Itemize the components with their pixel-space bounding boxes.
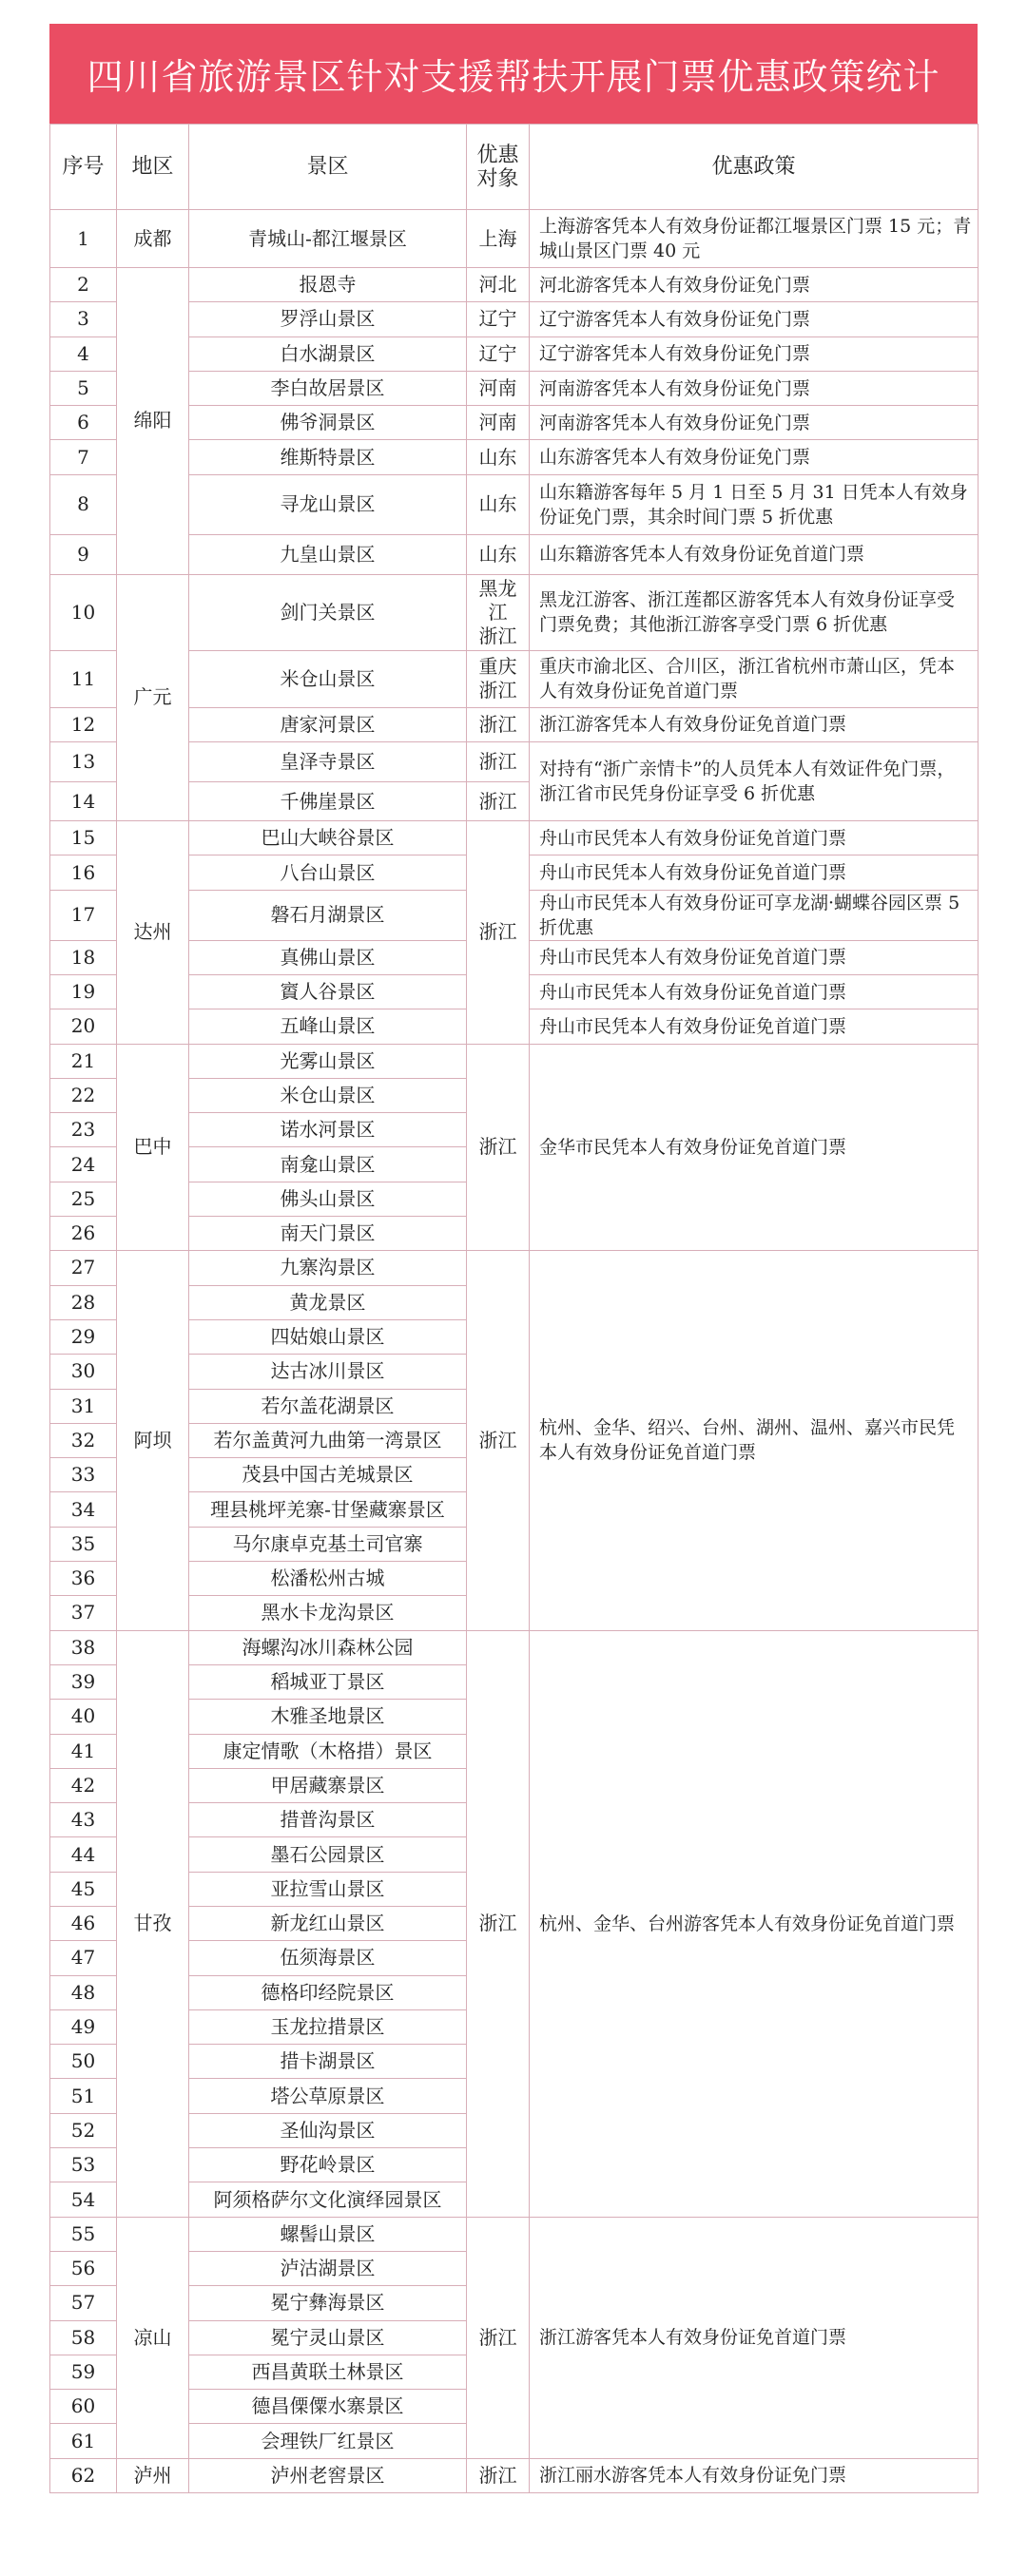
scenic-spot-cell: 若尔盖黄河九曲第一湾景区 — [189, 1423, 467, 1457]
scenic-spot-cell: 九皇山景区 — [189, 534, 467, 574]
scenic-spot-cell: 阿须格萨尔文化演绎园景区 — [189, 2182, 467, 2217]
scenic-spot-cell: 若尔盖花湖景区 — [189, 1389, 467, 1423]
policy-cell: 黑龙江游客、浙江莲都区游客凭本人有效身份证享受门票免费；其他浙江游客享受门票 6 折优惠 — [530, 574, 979, 650]
row-number: 1 — [50, 210, 117, 268]
scenic-spot-cell: 磐石月湖景区 — [189, 890, 467, 940]
scenic-spot-cell: 西昌黄联土林景区 — [189, 2355, 467, 2389]
target-cell: 浙江 — [467, 782, 530, 821]
scenic-spot-cell: 罗浮山景区 — [189, 302, 467, 336]
scenic-spot-cell: 剑门关景区 — [189, 574, 467, 650]
row-number: 48 — [50, 1975, 117, 2009]
row-number: 47 — [50, 1941, 117, 1975]
row-number: 6 — [50, 406, 117, 440]
header-spot: 景区 — [189, 125, 467, 210]
table-row — [50, 474, 979, 534]
row-number: 59 — [50, 2355, 117, 2389]
row-number: 16 — [50, 855, 117, 890]
scenic-spot-cell: 维斯特景区 — [189, 440, 467, 474]
scenic-spot-cell: 寻龙山景区 — [189, 474, 467, 534]
scenic-spot-cell: 四姑娘山景区 — [189, 1319, 467, 1354]
row-number: 61 — [50, 2424, 117, 2458]
row-number: 15 — [50, 821, 117, 855]
scenic-spot-cell: 賨人谷景区 — [189, 974, 467, 1009]
header-policy: 优惠政策 — [530, 125, 979, 210]
row-number: 60 — [50, 2390, 117, 2424]
table-row — [50, 302, 979, 336]
row-number: 37 — [50, 1596, 117, 1630]
header-region: 地区 — [117, 125, 189, 210]
scenic-spot-cell: 青城山-都江堰景区 — [189, 210, 467, 268]
scenic-spot-cell: 会理铁厂红景区 — [189, 2424, 467, 2458]
scenic-spot-cell: 泸州老窖景区 — [189, 2458, 467, 2492]
target-cell: 山东 — [467, 440, 530, 474]
policy-cell: 浙江游客凭本人有效身份证免首道门票 — [530, 707, 979, 741]
table-row — [50, 1251, 979, 1285]
region-cell: 泸州 — [117, 2458, 189, 2492]
table-row — [50, 534, 979, 574]
target-cell: 黑龙 江 浙江 — [467, 574, 530, 650]
row-number: 36 — [50, 1562, 117, 1596]
row-number: 23 — [50, 1113, 117, 1147]
table-row — [50, 440, 979, 474]
region-cell: 广元 — [117, 574, 189, 820]
row-number: 42 — [50, 1768, 117, 1802]
row-number: 52 — [50, 2113, 117, 2147]
scenic-spot-cell: 李白故居景区 — [189, 371, 467, 405]
scenic-spot-cell: 野花岭景区 — [189, 2148, 467, 2182]
row-number: 46 — [50, 1906, 117, 1940]
table-row — [50, 2217, 979, 2251]
policy-cell: 金华市民凭本人有效身份证免首道门票 — [530, 1044, 979, 1251]
row-number: 9 — [50, 534, 117, 574]
row-number: 49 — [50, 2009, 117, 2044]
scenic-spot-cell: 南龛山景区 — [189, 1147, 467, 1182]
policy-cell: 河南游客凭本人有效身份证免门票 — [530, 371, 979, 405]
scenic-spot-cell: 米仓山景区 — [189, 650, 467, 707]
scenic-spot-cell: 八台山景区 — [189, 855, 467, 890]
row-number: 8 — [50, 474, 117, 534]
row-number: 11 — [50, 650, 117, 707]
row-number: 3 — [50, 302, 117, 336]
scenic-spot-cell: 康定情歌（木格措）景区 — [189, 1734, 467, 1768]
scenic-spot-cell: 圣仙沟景区 — [189, 2113, 467, 2147]
row-number: 53 — [50, 2148, 117, 2182]
row-number: 10 — [50, 574, 117, 650]
row-number: 41 — [50, 1734, 117, 1768]
policy-cell: 上海游客凭本人有效身份证都江堰景区门票 15 元；青城山景区门票 40 元 — [530, 210, 979, 268]
table-row — [50, 268, 979, 302]
target-cell: 河北 — [467, 268, 530, 302]
table-row — [50, 1044, 979, 1078]
row-number: 7 — [50, 440, 117, 474]
table-row — [50, 336, 979, 371]
region-cell: 成都 — [117, 210, 189, 268]
row-number: 19 — [50, 974, 117, 1009]
header-no: 序号 — [50, 125, 117, 210]
policy-cell: 对持有“浙广亲情卡”的人员凭本人有效证件免门票，浙江省市民凭身份证享受 6 折优惠 — [530, 742, 979, 821]
scenic-spot-cell: 千佛崖景区 — [189, 782, 467, 821]
table-row — [50, 574, 979, 650]
scenic-spot-cell: 五峰山景区 — [189, 1009, 467, 1044]
row-number: 28 — [50, 1285, 117, 1319]
scenic-spot-cell: 木雅圣地景区 — [189, 1700, 467, 1734]
row-number: 39 — [50, 1664, 117, 1699]
row-number: 5 — [50, 371, 117, 405]
policy-cell: 舟山市民凭本人有效身份证可享龙湖·蝴蝶谷园区票 5 折优惠 — [530, 890, 979, 940]
row-number: 12 — [50, 707, 117, 741]
row-number: 30 — [50, 1355, 117, 1389]
scenic-spot-cell: 真佛山景区 — [189, 940, 467, 974]
region-cell: 达州 — [117, 821, 189, 1044]
scenic-spot-cell: 伍须海景区 — [189, 1941, 467, 1975]
document — [49, 24, 978, 2493]
scenic-spot-cell: 新龙红山景区 — [189, 1906, 467, 1940]
scenic-spot-cell: 甲居藏寨景区 — [189, 1768, 467, 1802]
policy-cell: 杭州、金华、绍兴、台州、湖州、温州、嘉兴市民凭本人有效身份证免首道门票 — [530, 1251, 979, 1630]
policy-cell: 舟山市民凭本人有效身份证免首道门票 — [530, 855, 979, 890]
scenic-spot-cell: 墨石公园景区 — [189, 1837, 467, 1872]
scenic-spot-cell: 黄龙景区 — [189, 1285, 467, 1319]
scenic-spot-cell: 马尔康卓克基土司官寨 — [189, 1527, 467, 1561]
policy-cell: 河北游客凭本人有效身份证免门票 — [530, 268, 979, 302]
row-number: 24 — [50, 1147, 117, 1182]
row-number: 43 — [50, 1803, 117, 1837]
scenic-spot-cell: 德格印经院景区 — [189, 1975, 467, 2009]
row-number: 50 — [50, 2045, 117, 2079]
scenic-spot-cell: 唐家河景区 — [189, 707, 467, 741]
table-row — [50, 707, 979, 741]
policy-cell: 辽宁游客凭本人有效身份证免门票 — [530, 302, 979, 336]
table-row — [50, 406, 979, 440]
policy-cell: 辽宁游客凭本人有效身份证免门票 — [530, 336, 979, 371]
target-cell: 重庆 浙江 — [467, 650, 530, 707]
target-cell: 山东 — [467, 534, 530, 574]
row-number: 17 — [50, 890, 117, 940]
row-number: 57 — [50, 2286, 117, 2320]
region-cell: 巴中 — [117, 1044, 189, 1251]
row-number: 35 — [50, 1527, 117, 1561]
scenic-spot-cell: 佛头山景区 — [189, 1182, 467, 1216]
scenic-spot-cell: 白水湖景区 — [189, 336, 467, 371]
policy-cell: 舟山市民凭本人有效身份证免首道门票 — [530, 1009, 979, 1044]
target-cell: 浙江 — [467, 2217, 530, 2458]
scenic-spot-cell: 达古冰川景区 — [189, 1355, 467, 1389]
scenic-spot-cell: 亚拉雪山景区 — [189, 1872, 467, 1906]
policy-cell: 舟山市民凭本人有效身份证免首道门票 — [530, 940, 979, 974]
target-cell: 上海 — [467, 210, 530, 268]
row-number: 20 — [50, 1009, 117, 1044]
row-number: 18 — [50, 940, 117, 974]
row-number: 34 — [50, 1492, 117, 1527]
scenic-spot-cell: 塔公草原景区 — [189, 2079, 467, 2113]
row-number: 31 — [50, 1389, 117, 1423]
region-cell: 绵阳 — [117, 268, 189, 575]
row-number: 54 — [50, 2182, 117, 2217]
scenic-spot-cell: 理县桃坪羌寨-甘堡藏寨景区 — [189, 1492, 467, 1527]
scenic-spot-cell: 光雾山景区 — [189, 1044, 467, 1078]
scenic-spot-cell: 螺髻山景区 — [189, 2217, 467, 2251]
target-cell: 山东 — [467, 474, 530, 534]
target-cell: 浙江 — [467, 1251, 530, 1630]
target-cell: 浙江 — [467, 707, 530, 741]
scenic-spot-cell: 九寨沟景区 — [189, 1251, 467, 1285]
row-number: 58 — [50, 2320, 117, 2355]
row-number: 2 — [50, 268, 117, 302]
target-cell: 河南 — [467, 406, 530, 440]
target-cell: 浙江 — [467, 821, 530, 1044]
scenic-spot-cell: 措普沟景区 — [189, 1803, 467, 1837]
row-number: 51 — [50, 2079, 117, 2113]
row-number: 27 — [50, 1251, 117, 1285]
policy-cell: 浙江丽水游客凭本人有效身份证免门票 — [530, 2458, 979, 2492]
scenic-spot-cell: 稻城亚丁景区 — [189, 1664, 467, 1699]
row-number: 21 — [50, 1044, 117, 1078]
policy-cell: 舟山市民凭本人有效身份证免首道门票 — [530, 974, 979, 1009]
region-cell: 甘孜 — [117, 1630, 189, 2217]
policy-table — [49, 124, 979, 2493]
scenic-spot-cell: 玉龙拉措景区 — [189, 2009, 467, 2044]
table-row — [50, 650, 979, 707]
scenic-spot-cell: 报恩寺 — [189, 268, 467, 302]
table-row — [50, 742, 979, 782]
row-number: 14 — [50, 782, 117, 821]
target-cell: 浙江 — [467, 742, 530, 782]
row-number: 56 — [50, 2251, 117, 2285]
target-cell: 河南 — [467, 371, 530, 405]
target-cell: 浙江 — [467, 1044, 530, 1251]
header-target: 优惠 对象 — [467, 125, 530, 210]
policy-cell: 杭州、金华、台州游客凭本人有效身份证免首道门票 — [530, 1630, 979, 2217]
scenic-spot-cell: 佛爷洞景区 — [189, 406, 467, 440]
target-cell: 浙江 — [467, 2458, 530, 2492]
policy-cell: 舟山市民凭本人有效身份证免首道门票 — [530, 821, 979, 855]
scenic-spot-cell: 冕宁灵山景区 — [189, 2320, 467, 2355]
scenic-spot-cell: 黑水卡龙沟景区 — [189, 1596, 467, 1630]
policy-cell: 浙江游客凭本人有效身份证免首道门票 — [530, 2217, 979, 2458]
row-number: 25 — [50, 1182, 117, 1216]
row-number: 29 — [50, 1319, 117, 1354]
table-header-row — [50, 125, 979, 210]
policy-cell: 山东游客凭本人有效身份证免门票 — [530, 440, 979, 474]
scenic-spot-cell: 茂县中国古羌城景区 — [189, 1458, 467, 1492]
scenic-spot-cell: 皇泽寺景区 — [189, 742, 467, 782]
row-number: 40 — [50, 1700, 117, 1734]
row-number: 13 — [50, 742, 117, 782]
scenic-spot-cell: 泸沽湖景区 — [189, 2251, 467, 2285]
table-row — [50, 821, 979, 855]
scenic-spot-cell: 巴山大峡谷景区 — [189, 821, 467, 855]
table-row — [50, 2458, 979, 2492]
row-number: 45 — [50, 1872, 117, 1906]
row-number: 26 — [50, 1217, 117, 1251]
row-number: 22 — [50, 1078, 117, 1112]
policy-cell: 山东籍游客凭本人有效身份证免首道门票 — [530, 534, 979, 574]
row-number: 44 — [50, 1837, 117, 1872]
target-cell: 辽宁 — [467, 336, 530, 371]
scenic-spot-cell: 德昌傈僳水寨景区 — [189, 2390, 467, 2424]
row-number: 4 — [50, 336, 117, 371]
scenic-spot-cell: 南天门景区 — [189, 1217, 467, 1251]
region-cell: 阿坝 — [117, 1251, 189, 1630]
scenic-spot-cell: 冕宁彝海景区 — [189, 2286, 467, 2320]
region-cell: 凉山 — [117, 2217, 189, 2458]
table-row — [50, 1630, 979, 1664]
row-number: 38 — [50, 1630, 117, 1664]
row-number: 55 — [50, 2217, 117, 2251]
row-number: 32 — [50, 1423, 117, 1457]
target-cell: 浙江 — [467, 1630, 530, 2217]
scenic-spot-cell: 措卡湖景区 — [189, 2045, 467, 2079]
row-number: 33 — [50, 1458, 117, 1492]
policy-cell: 山东籍游客每年 5 月 1 日至 5 月 31 日凭本人有效身份证免门票，其余时间门票 5 折优惠 — [530, 474, 979, 534]
target-cell: 辽宁 — [467, 302, 530, 336]
scenic-spot-cell: 米仓山景区 — [189, 1078, 467, 1112]
scenic-spot-cell: 海螺沟冰川森林公园 — [189, 1630, 467, 1664]
row-number: 62 — [50, 2458, 117, 2492]
table-row — [50, 210, 979, 268]
table-row — [50, 371, 979, 405]
policy-cell: 重庆市渝北区、合川区，浙江省杭州市萧山区，凭本人有效身份证免首道门票 — [530, 650, 979, 707]
scenic-spot-cell: 松潘松州古城 — [189, 1562, 467, 1596]
policy-cell: 河南游客凭本人有效身份证免门票 — [530, 406, 979, 440]
page-title: 四川省旅游景区针对支援帮扶开展门票优惠政策统计 — [49, 24, 978, 124]
scenic-spot-cell: 诺水河景区 — [189, 1113, 467, 1147]
